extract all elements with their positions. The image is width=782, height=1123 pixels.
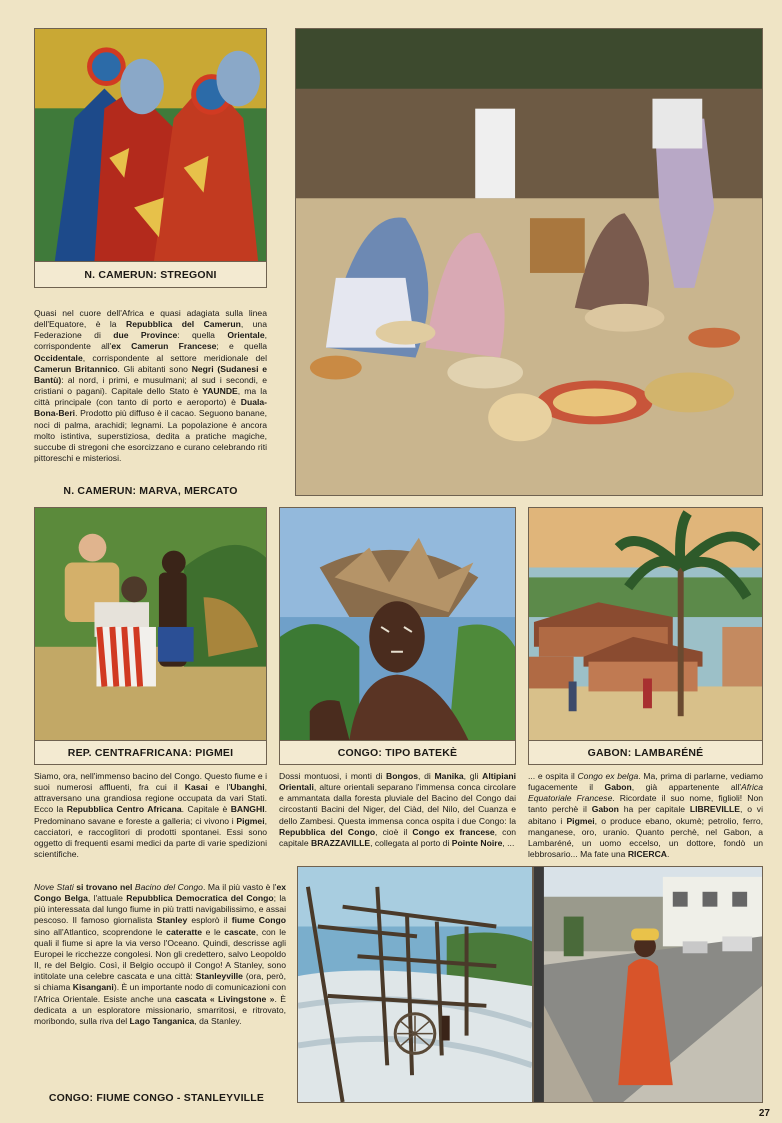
emphasis: Occidentale: [34, 352, 83, 363]
caption-pigmei: REP. CENTRAFRICANA: PIGMEI: [34, 741, 267, 765]
caption-lambarene: GABON: LAMBARÉNÉ: [528, 741, 763, 765]
emphasis: BANGHI: [230, 804, 265, 815]
caption-mercato-marva: N. CAMERUN: MARVA, MERCATO: [63, 485, 238, 497]
image-tipo-bateke: [279, 507, 516, 741]
emphasis: Nove Stati: [34, 882, 74, 892]
emphasis: cascata « Livingstone »: [174, 993, 275, 1004]
emphasis: Kasai: [184, 782, 208, 793]
emphasis: cateratte: [166, 926, 202, 937]
paragraph: Dossi montuosi, i monti di Bongos, di Manika, gli Altipiani Orientali, alture orientali separano l'immensa conca circolare e ammantata dalla foresta pluviale del Bacino del Congo dai circostanti Bacini del Niger, del Ciàd, del Nilo, del Cuanza e dello Zambesi. Questa immensa conca ospita i due Congo: la Repubblica del Congo, cioè il Congo ex francese, con capitale BRAZZAVILLE, collegata al porto di Pointe Noire, ...: [279, 771, 516, 848]
emphasis: due Province: [113, 330, 178, 341]
emphasis: Bongos: [386, 771, 418, 781]
image-mercato-marva: [295, 28, 763, 496]
emphasis: Lago Tanganica: [129, 1015, 195, 1026]
emphasis: ex Camerun Francese: [111, 341, 217, 352]
emphasis: Duala-Bona-Beri: [34, 397, 267, 419]
emphasis: cascate: [224, 926, 256, 937]
emphasis: si trovano nel: [73, 882, 135, 892]
emphasis: YAUNDE: [202, 386, 238, 397]
emphasis: Repubblica Democratica del Congo: [126, 893, 274, 904]
emphasis: Repubblica del Congo: [279, 826, 376, 837]
emphasis: Gabon: [591, 804, 619, 815]
emphasis: BRAZZAVILLE: [311, 837, 371, 848]
emphasis: Repubblica del Camerun: [126, 319, 241, 330]
emphasis: Altipiani Orientali: [279, 771, 516, 793]
emphasis: Manika: [434, 771, 464, 781]
paragraph: ... e ospita il Congo ex belga. Ma, prima di parlarne, vediamo fugacemente il Gabon, già appartenente all'Africa Equatoriale Francese. Ricordate il suo nome, figlioli! Non tanto perchè il Gabon ha per capitale LIBREVILLE, o vi abitano i Pigmei, o produce ebano, okumè; petrolio, ferro, manganese, oro, uranio. Quanto perchè, nel Gabon, a Lambaréné, un uomo eccelso, un dottore, fondò un lebbrosario... Ma fate una RICERCA.: [528, 771, 763, 860]
emphasis: Pigmei: [236, 815, 265, 826]
emphasis: fiume Congo: [231, 915, 286, 926]
emphasis: Kisangani: [72, 982, 114, 993]
image-stanleyville: [533, 866, 763, 1103]
text-congo-col2: [279, 771, 516, 861]
caption-fiume-congo: CONGO: FIUME CONGO - STANLEYVILLE: [48, 1092, 265, 1104]
emphasis: Africa Equatoriale Francese: [528, 782, 763, 804]
emphasis: LIBREVILLE: [689, 804, 740, 815]
emphasis: Camerun Britannico: [34, 363, 118, 374]
paragraph: Nove Stati si trovano nel Bacino del Congo. Ma il più vasto è l'ex Congo Belga, l'attuale Repubblica Democratica del Congo; la più interessata dal lungo fiume in più tratti navigabilissimo, e assai pescoso. Il famoso giornalista Stanley esplorò il fiume Congo sino all'Atlantico, scoprendone le cateratte e le cascate, con le quali il fiume si apre la via verso l'Oceano. Quindi, descrisse agli Europei le ricchezze congolesi. Non gli credettero, salvo Leopoldo II, re del Belgio. Così, il Belgio occupò il Congo! A Stanley, sono intitolate una celebre cascata e una città: Stanleyville (ora, però, si chiama Kisangani). È un importante nodo di comunicazioni con l'Africa Orientale. Esiste anche una cascata « Livingstone ». È dedicata a un esploratore missionario, smarritosi, e ritrovato, moribondo, sulla riva del Lago Tanganica, da Stanley.: [34, 882, 286, 1026]
emphasis: Bacino del Congo: [134, 882, 203, 892]
caption-stregoni: N. CAMERUN: STREGONI: [34, 262, 267, 288]
emphasis: Ubanghi: [230, 782, 265, 793]
emphasis: Stanley: [156, 915, 188, 926]
emphasis: Repubblica Centro Africana: [66, 804, 182, 815]
emphasis: Stanleyville: [195, 971, 243, 982]
emphasis: Negri (Sudanesi e Bantù): [34, 363, 267, 385]
emphasis: ex Congo Belga: [34, 882, 286, 904]
image-stregoni: [34, 28, 267, 262]
paragraph: Siamo, ora, nell'immenso bacino del Congo. Questo fiume e i suoi numerosi affluenti, fra cui il Kasai e l'Ubanghi, attraversano una grandiosa regione occupata da vari Stati. Ecco la Repubblica Centro Africana. Capitale è BANGHI. Predominano savane e foreste a galleria; ci vivono i Pigmei, cacciatori, e raccoglitori di prodotti spontanei. Essi sono oggetto di frequenti esami medici da parte di varie spedizioni scientifiche.: [34, 771, 267, 860]
emphasis: Congo ex belga: [577, 771, 639, 781]
image-lambarene: [528, 507, 763, 741]
text-congo-col1: [34, 771, 267, 861]
text-nove-stati: [34, 882, 286, 1072]
page-number: 27: [758, 1108, 770, 1119]
paragraph: Quasi nel cuore dell'Africa e quasi adagiata sulla linea dell'Equatore, è la Repubblica del Camerun, una Federazione di due Province: quella Orientale, corrispondente all'ex Camerun Francese; e quella Occidentale, corrispondente al settore meridionale del Camerun Britannico. Gli abitanti sono Negri (Sudanesi e Bantù): al nord, i primi, e musulmani; al sud i secondi, e cristiani o pagani). Capitale dello Stato è YAUNDE, ma la città principale (con tanto di porto e aeroporto) è Duala-Bona-Beri. Prodotto più diffuso è il cacao. Seguono banane, noci di palma, arachidi; legnami. La popolazione è ancora molto istintiva, superstiziosa, dedita a pratiche magiche, succube di stregoni che esorcizzano e curano celebrando riti pittoreschi e misteriosi.: [34, 308, 267, 464]
caption-tipo-bateke: CONGO: TIPO BATEKÈ: [279, 741, 516, 765]
image-fiume-congo: [297, 866, 533, 1103]
emphasis: Pointe Noire: [451, 837, 503, 848]
emphasis: Congo ex francese: [412, 826, 495, 837]
text-camerun: [34, 308, 267, 473]
text-gabon: [528, 771, 763, 861]
emphasis: RICERCA: [627, 849, 667, 860]
image-pigmei: [34, 507, 267, 741]
emphasis: Gabon: [604, 782, 632, 793]
emphasis: Pigmei: [566, 815, 595, 826]
emphasis: Orientale: [227, 330, 265, 341]
